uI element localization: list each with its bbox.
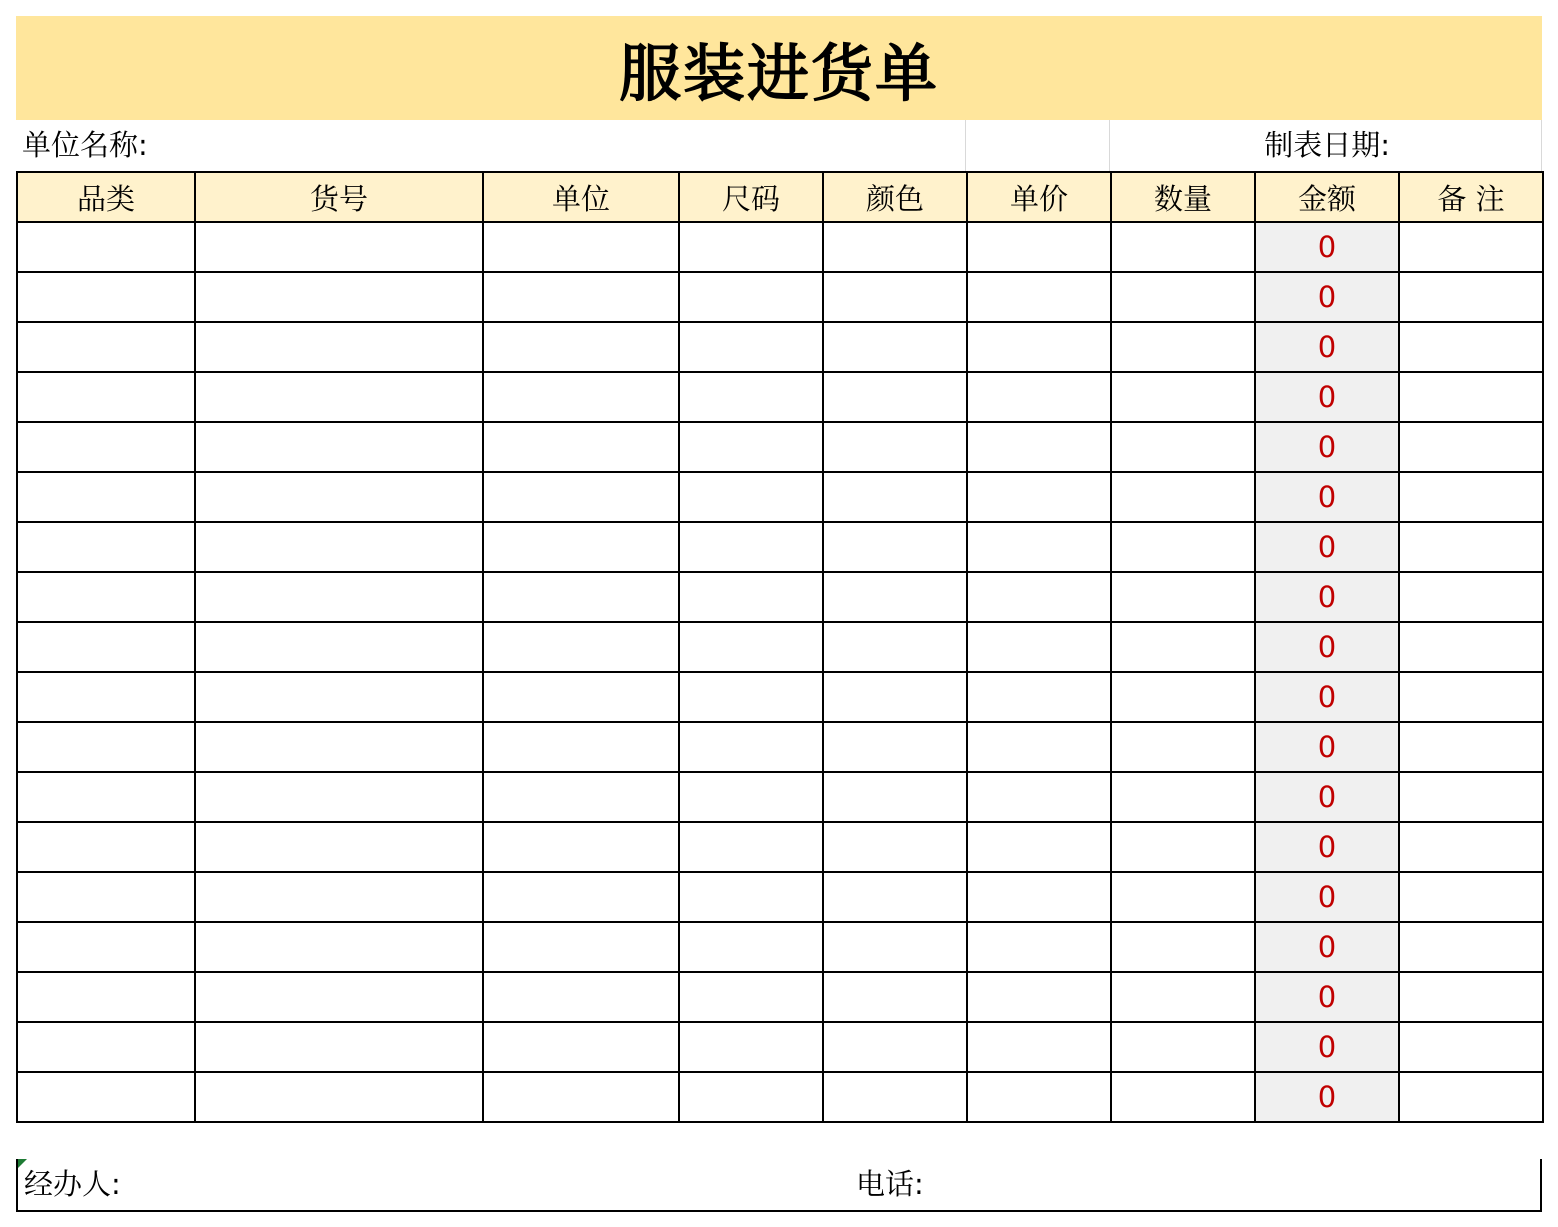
table-cell[interactable] [195, 1072, 483, 1122]
table-cell[interactable] [679, 972, 823, 1022]
column-header-unit-price: 单价 [967, 172, 1111, 222]
table-cell[interactable] [195, 722, 483, 772]
table-cell[interactable] [1399, 972, 1543, 1022]
table-row [17, 872, 1543, 922]
table-cell[interactable] [967, 672, 1111, 722]
table-cell[interactable] [823, 422, 967, 472]
amount-cell[interactable]: 0 [1255, 872, 1399, 922]
info-divider [1109, 120, 1110, 171]
table-cell[interactable] [483, 572, 679, 622]
table-cell[interactable] [1399, 872, 1543, 922]
table-cell[interactable] [483, 372, 679, 422]
table-cell[interactable] [483, 972, 679, 1022]
table-cell[interactable] [17, 322, 195, 372]
table-cell[interactable] [1111, 572, 1255, 622]
table-cell[interactable] [967, 322, 1111, 372]
table-cell[interactable] [195, 572, 483, 622]
table-cell[interactable] [967, 622, 1111, 672]
table-row [17, 622, 1543, 672]
table-cell[interactable] [679, 672, 823, 722]
table-cell[interactable] [17, 772, 195, 822]
table-header-row [17, 172, 1543, 222]
table-row [17, 472, 1543, 522]
table-cell[interactable] [195, 772, 483, 822]
table-cell[interactable] [1111, 822, 1255, 872]
table-cell[interactable] [17, 722, 195, 772]
table-cell[interactable] [967, 772, 1111, 822]
table-cell[interactable] [195, 922, 483, 972]
table-cell[interactable] [1399, 1072, 1543, 1122]
table-cell[interactable] [195, 672, 483, 722]
table-cell[interactable] [1399, 272, 1543, 322]
table-cell[interactable] [1399, 422, 1543, 472]
amount-cell[interactable]: 0 [1255, 1022, 1399, 1072]
column-header-unit: 单位 [483, 172, 679, 222]
amount-cell[interactable]: 0 [1255, 972, 1399, 1022]
table-cell[interactable] [1399, 722, 1543, 772]
table-cell[interactable] [967, 1022, 1111, 1072]
info-row [16, 120, 1542, 171]
amount-cell[interactable]: 0 [1255, 272, 1399, 322]
amount-cell[interactable]: 0 [1255, 922, 1399, 972]
table-cell[interactable] [17, 872, 195, 922]
table-cell[interactable] [679, 272, 823, 322]
table-cell[interactable] [967, 222, 1111, 272]
table-cell[interactable] [679, 1072, 823, 1122]
table-cell[interactable] [967, 472, 1111, 522]
table-cell[interactable] [679, 322, 823, 372]
table-cell[interactable] [679, 222, 823, 272]
table-cell[interactable] [17, 422, 195, 472]
table-cell[interactable] [1111, 522, 1255, 572]
table-cell[interactable] [17, 922, 195, 972]
table-row [17, 522, 1543, 572]
table-cell[interactable] [483, 822, 679, 872]
table-cell[interactable] [195, 972, 483, 1022]
table-cell[interactable] [1111, 872, 1255, 922]
table-cell[interactable] [17, 272, 195, 322]
table-cell[interactable] [823, 722, 967, 772]
table-cell[interactable] [483, 1022, 679, 1072]
table-cell[interactable] [17, 522, 195, 572]
table-cell[interactable] [823, 1022, 967, 1072]
table-cell[interactable] [1399, 672, 1543, 722]
table-cell[interactable] [679, 572, 823, 622]
table-cell[interactable] [1399, 222, 1543, 272]
table-cell[interactable] [679, 722, 823, 772]
column-header-color: 颜色 [823, 172, 967, 222]
table-cell[interactable] [1399, 322, 1543, 372]
table-cell[interactable] [679, 822, 823, 872]
table-cell[interactable] [823, 572, 967, 622]
table-cell[interactable] [483, 872, 679, 922]
table-cell[interactable] [195, 272, 483, 322]
column-header-category: 品类 [17, 172, 195, 222]
table-cell[interactable] [195, 422, 483, 472]
table-cell[interactable] [967, 972, 1111, 1022]
table-cell[interactable] [195, 872, 483, 922]
table-cell[interactable] [1111, 1022, 1255, 1072]
table-cell[interactable] [823, 322, 967, 372]
amount-cell[interactable]: 0 [1255, 372, 1399, 422]
amount-cell[interactable]: 0 [1255, 1072, 1399, 1122]
amount-cell[interactable]: 0 [1255, 772, 1399, 822]
page-title: 服装进货单 [618, 36, 939, 110]
column-header-item-number: 货号 [195, 172, 483, 222]
table-cell[interactable] [1111, 972, 1255, 1022]
table-cell[interactable] [483, 322, 679, 372]
table-cell[interactable] [823, 1072, 967, 1122]
amount-cell[interactable]: 0 [1255, 572, 1399, 622]
column-header-amount: 金额 [1255, 172, 1399, 222]
table-cell[interactable] [1399, 622, 1543, 672]
table-cell[interactable] [823, 372, 967, 422]
amount-cell[interactable]: 0 [1255, 822, 1399, 872]
table-cell[interactable] [195, 222, 483, 272]
table-cell[interactable] [823, 522, 967, 572]
table-cell[interactable] [823, 922, 967, 972]
table-cell[interactable] [823, 222, 967, 272]
table-cell[interactable] [1111, 722, 1255, 772]
table-cell[interactable] [967, 522, 1111, 572]
amount-cell[interactable]: 0 [1255, 322, 1399, 372]
table-cell[interactable] [823, 972, 967, 1022]
table-cell[interactable] [967, 422, 1111, 472]
table-cell[interactable] [967, 272, 1111, 322]
table-cell[interactable] [1399, 922, 1543, 972]
table-cell[interactable] [1399, 522, 1543, 572]
table-cell[interactable] [195, 522, 483, 572]
amount-cell[interactable]: 0 [1255, 522, 1399, 572]
table-cell[interactable] [679, 372, 823, 422]
table-cell[interactable] [1111, 922, 1255, 972]
amount-cell[interactable]: 0 [1255, 222, 1399, 272]
table-row [17, 772, 1543, 822]
table-cell[interactable] [1111, 222, 1255, 272]
table-cell[interactable] [195, 472, 483, 522]
table-row [17, 322, 1543, 372]
table-cell[interactable] [483, 522, 679, 572]
amount-cell[interactable]: 0 [1255, 622, 1399, 672]
table-cell[interactable] [823, 272, 967, 322]
amount-cell[interactable]: 0 [1255, 672, 1399, 722]
table-cell[interactable] [483, 622, 679, 672]
table-cell[interactable] [679, 622, 823, 672]
table-cell[interactable] [483, 472, 679, 522]
table-cell[interactable] [1111, 372, 1255, 422]
info-divider [965, 120, 966, 171]
company-name-label: 单位名称: [22, 128, 148, 162]
table-cell[interactable] [195, 322, 483, 372]
table-cell[interactable] [17, 672, 195, 722]
table-cell[interactable] [823, 622, 967, 672]
table-cell[interactable] [679, 472, 823, 522]
table-cell[interactable] [679, 872, 823, 922]
table-row [17, 1072, 1543, 1122]
table-body [17, 222, 1543, 1122]
table-cell[interactable] [1111, 622, 1255, 672]
table-cell[interactable] [967, 872, 1111, 922]
table-cell[interactable] [483, 922, 679, 972]
table-cell[interactable] [1111, 472, 1255, 522]
table-cell[interactable] [967, 572, 1111, 622]
table-cell[interactable] [1399, 572, 1543, 622]
table-cell[interactable] [483, 272, 679, 322]
table-cell[interactable] [1111, 672, 1255, 722]
table-row [17, 672, 1543, 722]
table-cell[interactable] [483, 222, 679, 272]
table-cell[interactable] [195, 622, 483, 672]
table-cell[interactable] [17, 1022, 195, 1072]
table-row [17, 372, 1543, 422]
table-row [17, 972, 1543, 1022]
table-cell[interactable] [679, 1022, 823, 1072]
table-cell[interactable] [483, 1072, 679, 1122]
date-label: 制表日期: [1264, 128, 1390, 162]
table-cell[interactable] [1111, 422, 1255, 472]
table-cell[interactable] [1399, 1022, 1543, 1072]
table-cell[interactable] [823, 872, 967, 922]
table-row [17, 422, 1543, 472]
table-cell[interactable] [483, 722, 679, 772]
table-row [17, 1022, 1543, 1072]
table-cell[interactable] [967, 1072, 1111, 1122]
table-row [17, 922, 1543, 972]
table-cell[interactable] [1399, 372, 1543, 422]
table-cell[interactable] [1399, 472, 1543, 522]
table-cell[interactable] [967, 372, 1111, 422]
table-cell[interactable] [967, 922, 1111, 972]
phone-label: 电话: [856, 1167, 924, 1201]
footer-row [16, 1159, 1542, 1212]
table-cell[interactable] [17, 622, 195, 672]
table-cell[interactable] [17, 1072, 195, 1122]
table-cell[interactable] [195, 822, 483, 872]
table-cell[interactable] [823, 672, 967, 722]
table-cell[interactable] [967, 722, 1111, 772]
table-cell[interactable] [1111, 772, 1255, 822]
amount-cell[interactable]: 0 [1255, 422, 1399, 472]
column-header-remarks: 备 注 [1399, 172, 1543, 222]
table-cell[interactable] [195, 372, 483, 422]
table-cell[interactable] [17, 972, 195, 1022]
table-cell[interactable] [823, 772, 967, 822]
table-cell[interactable] [1111, 272, 1255, 322]
info-divider [1541, 120, 1542, 171]
table-cell[interactable] [1111, 1072, 1255, 1122]
table-cell[interactable] [17, 222, 195, 272]
table-cell[interactable] [483, 772, 679, 822]
table-cell[interactable] [679, 422, 823, 472]
handler-label: 经办人: [24, 1167, 121, 1201]
table-cell[interactable] [17, 472, 195, 522]
table-cell[interactable] [1111, 322, 1255, 372]
table-row [17, 822, 1543, 872]
column-header-quantity: 数量 [1111, 172, 1255, 222]
table-cell[interactable] [483, 672, 679, 722]
amount-cell[interactable]: 0 [1255, 472, 1399, 522]
table-cell[interactable] [823, 822, 967, 872]
table-cell[interactable] [195, 1022, 483, 1072]
table-cell[interactable] [1399, 822, 1543, 872]
order-table [16, 171, 1544, 1123]
column-header-size: 尺码 [679, 172, 823, 222]
table-row [17, 222, 1543, 272]
table-cell[interactable] [823, 472, 967, 522]
amount-cell[interactable]: 0 [1255, 722, 1399, 772]
table-cell[interactable] [967, 822, 1111, 872]
table-cell[interactable] [1399, 772, 1543, 822]
table-cell[interactable] [679, 922, 823, 972]
table-row [17, 722, 1543, 772]
title-banner [16, 16, 1542, 120]
table-cell[interactable] [679, 522, 823, 572]
table-row [17, 572, 1543, 622]
table-row [17, 272, 1543, 322]
table-cell[interactable] [17, 572, 195, 622]
table-cell[interactable] [17, 822, 195, 872]
table-cell[interactable] [483, 422, 679, 472]
table-cell[interactable] [17, 372, 195, 422]
purchase-order-sheet [16, 16, 1542, 1212]
table-cell[interactable] [679, 772, 823, 822]
